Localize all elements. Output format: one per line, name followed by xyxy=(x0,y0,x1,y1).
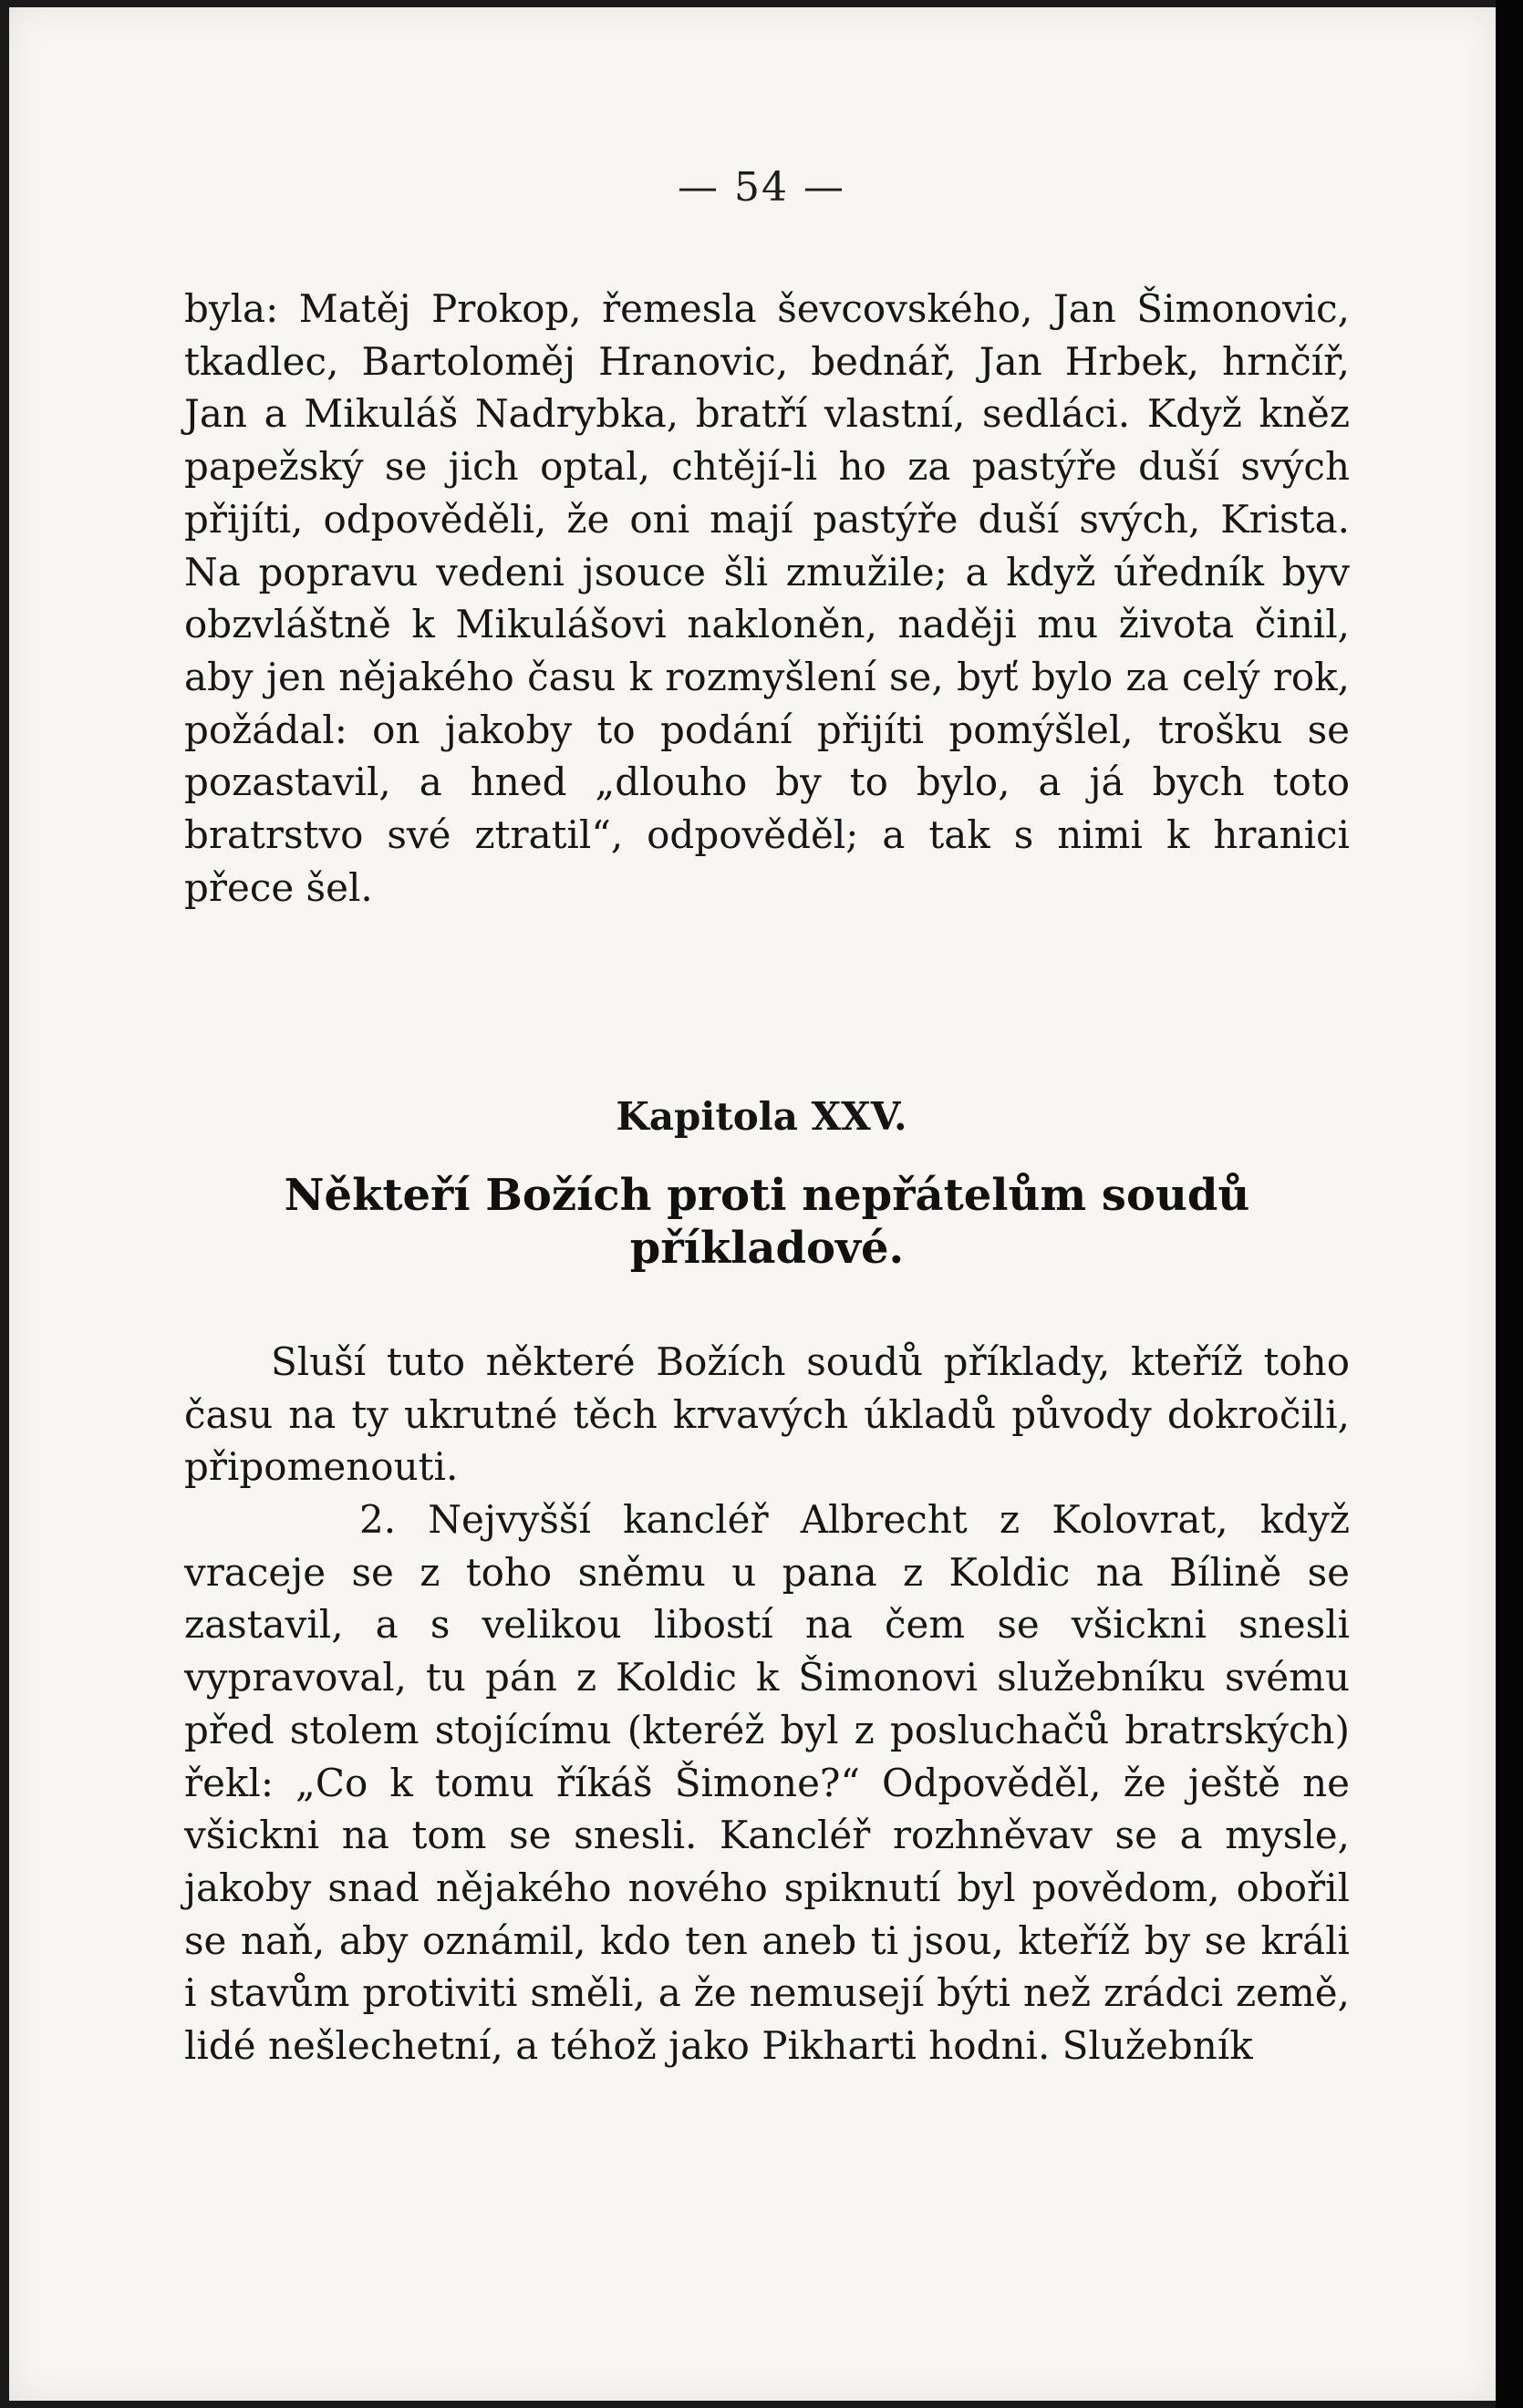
page-edge xyxy=(1496,0,1523,2408)
page-number: — 54 — xyxy=(678,164,845,211)
chapter-label: Kapitola XXV. xyxy=(616,1094,907,1139)
chapter-title: Někteří Božích proti nepřátelům soudů příkladové. xyxy=(284,1170,1250,1274)
paragraph-3: 2. Nejvyšší kancléř Albrecht z Kolovrat, když vraceje se z toho sněmu u pana z Koldic na Bílině se zastavil, a s velikou libostí na čem se všickni snesli vypravoval, tu pán z Koldic k Šimonovi služebníku svému před stolem stojícímu (kteréž byl z posluchačů bratrských) řekl: „Co k tomu říkáš Šimone?“ Odpověděl, že ještě ne všickni na tom se snesli. Kancléř rozhněvav se a mysle, jakoby snad nějakého nového spiknutí byl povědom, obořil se naň, aby oznámil, kdo ten aneb ti jsou, kteříž by se králi i stavům protiviti směli, a že nemusejí býti než zrádci země, lidé nešlechetní, a téhož jako Pikharti hodni. Služebník xyxy=(184,1497,1350,2069)
paragraph-2: Sluší tuto některé Božích soudů příklady, kteříž toho času na ty ukrutné těch krvavých úkladů původy dokročili, připomenouti. xyxy=(184,1339,1350,1490)
paragraph-1: byla: Matěj Prokop, řemesla ševcovského, Jan Šimonovic, tkadlec, Bartoloměj Hranovic, bednář, Jan Hrbek, hrnčíř, Jan a Mikuláš Nadrybka, bratří vlastní, sedláci. Když kněz papežský se jich optal, chtějí-li ho za pastýře duší svých přijíti, odpověděli, že oni mají pastýře duší svých, Krista. Na popravu vedeni jsouce šli zmužile; a když úředník byv obzvláštně k Mikulášovi nakloněn, naději mu života činil, aby jen nějakého času k rozmyšlení se, byť bylo za celý rok, požádal: on jakoby to podání přijíti pomýšlel, trošku se pozastavil, a hned „dlouho by to bylo, a já bych toto bratrstvo své ztratil“, odpověděl; a tak s nimi k hranici přece šel. xyxy=(184,286,1350,910)
